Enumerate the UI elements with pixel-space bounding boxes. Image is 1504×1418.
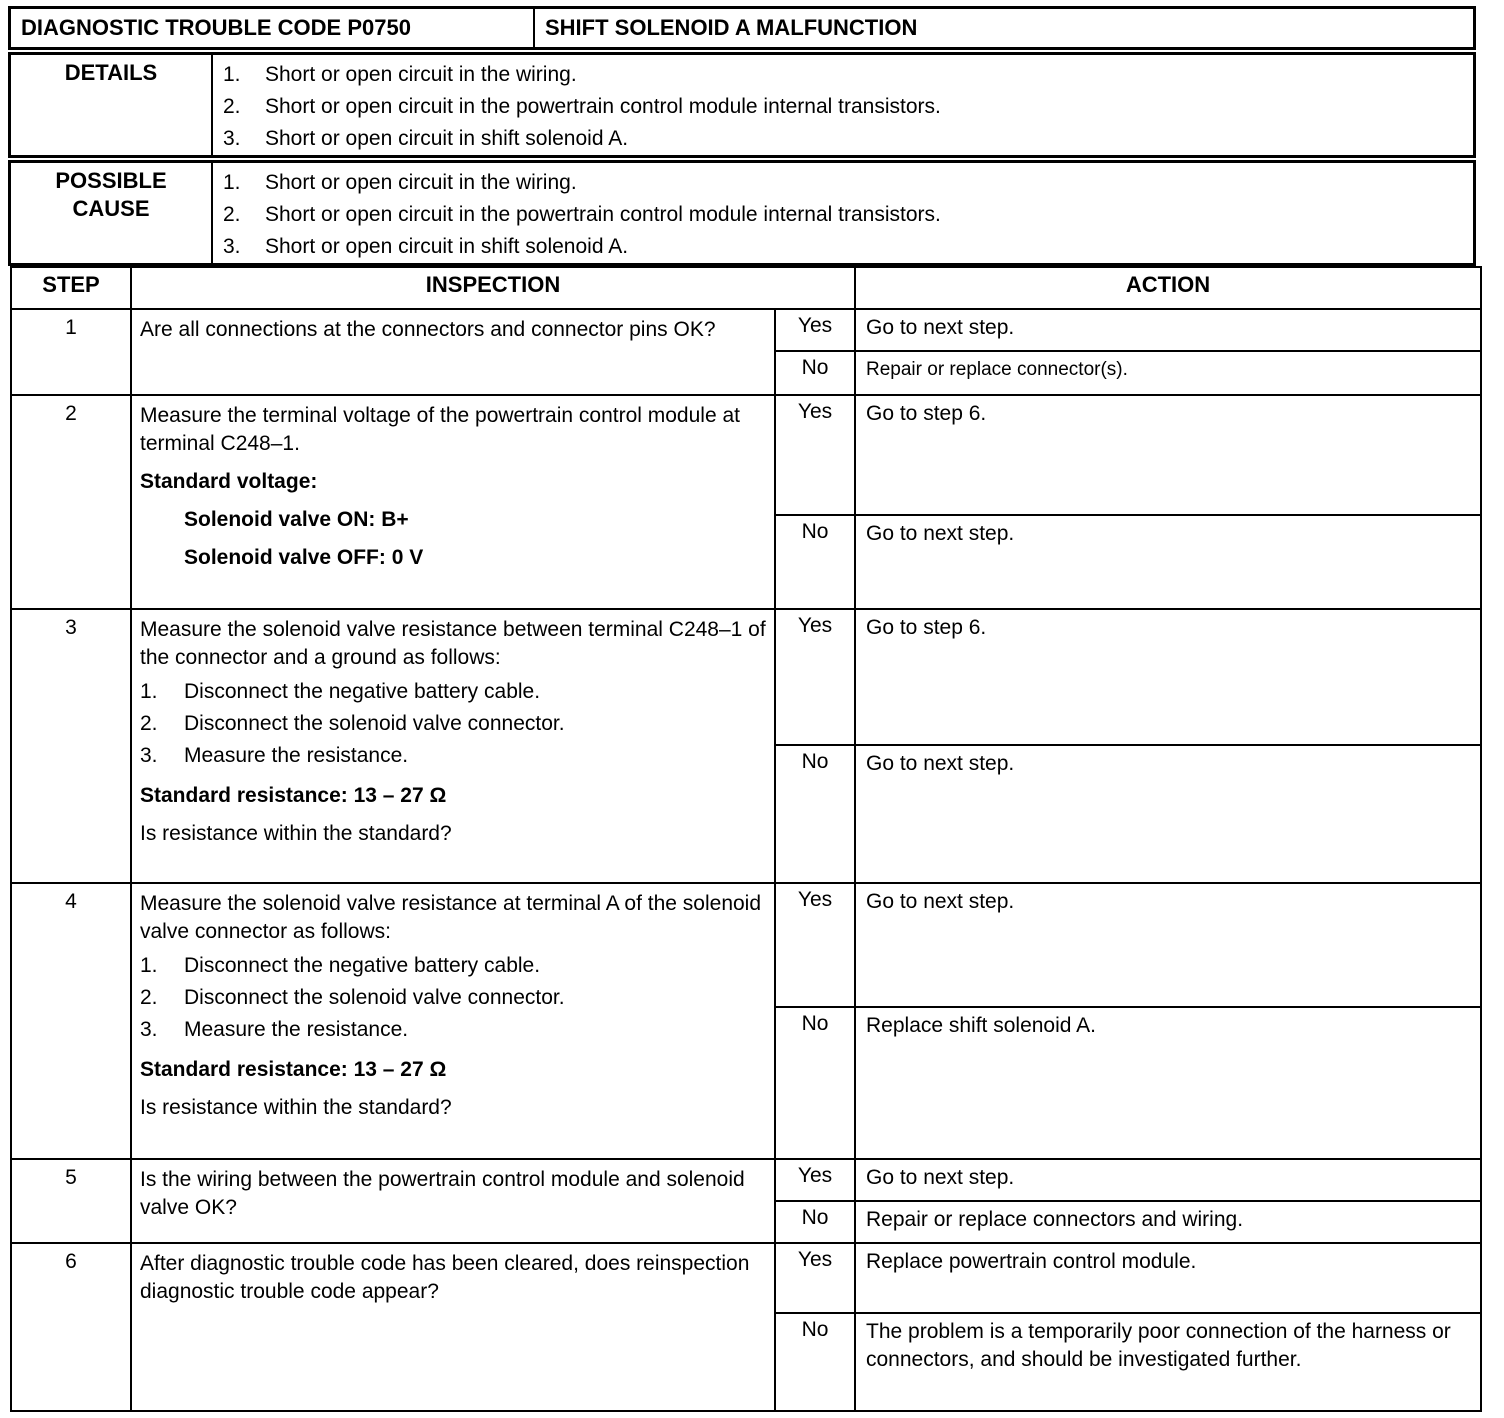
substep-list (140, 676, 766, 772)
substep-number: 1. (140, 954, 158, 977)
item-text: Short or open circuit in the powertrain control module internal transistors. (265, 203, 941, 226)
item-number: 3. (223, 235, 241, 258)
inspection-text: Is the wiring between the powertrain control module and solenoid valve OK? (140, 1168, 745, 1219)
table-row (11, 1159, 1481, 1201)
inspection-text: After diagnostic trouble code has been cleared, does reinspection diagnostic trouble code appear? (140, 1252, 750, 1303)
inspection-cell (131, 309, 775, 395)
step-number: 6 (11, 1243, 131, 1411)
yes-label: Yes (775, 1243, 855, 1313)
no-action: Repair or replace connector(s). (855, 351, 1481, 395)
yes-label: Yes (775, 309, 855, 351)
list-item (140, 982, 766, 1014)
item-text: Short or open circuit in the wiring. (265, 171, 577, 194)
yes-action: Go to step 6. (855, 609, 1481, 745)
substep-number: 3. (140, 1018, 158, 1041)
table-row (11, 883, 1481, 1007)
list-item (223, 199, 1473, 231)
item-text: Short or open circuit in shift solenoid A. (265, 127, 629, 150)
substep-text: Disconnect the negative battery cable. (184, 680, 541, 703)
dtc-title: SHIFT SOLENOID A MALFUNCTION (545, 15, 918, 40)
step-header: STEP (11, 267, 131, 309)
no-label: No (775, 515, 855, 609)
item-text: Short or open circuit in shift solenoid A. (265, 235, 629, 258)
standard-label: Standard resistance: 13 – 27 Ω (140, 1058, 447, 1081)
inspection-question: Is resistance within the standard? (140, 822, 452, 845)
substep-text: Disconnect the solenoid valve connector. (184, 712, 565, 735)
list-item (223, 231, 1473, 263)
inspection-header: INSPECTION (131, 267, 855, 309)
table-row (11, 609, 1481, 745)
step-number: 3 (11, 609, 131, 883)
no-label: No (775, 745, 855, 883)
action-header: ACTION (855, 267, 1481, 309)
no-action: Repair or replace connectors and wiring. (855, 1201, 1481, 1243)
item-text: Short or open circuit in the wiring. (265, 63, 577, 86)
possible-cause-section (8, 160, 1476, 266)
dtc-header (8, 6, 1476, 50)
inspection-text: Are all connections at the connectors and connector pins OK? (140, 318, 716, 341)
substep-text: Disconnect the negative battery cable. (184, 954, 541, 977)
substep-number: 2. (140, 712, 158, 735)
yes-action: Go to next step. (855, 309, 1481, 351)
possible-cause-label-line1: POSSIBLE (55, 168, 167, 193)
no-label: No (775, 351, 855, 395)
substep-number: 2. (140, 986, 158, 1009)
step-number: 1 (11, 309, 131, 395)
details-label: DETAILS (11, 55, 213, 155)
substep-list (140, 950, 766, 1046)
standard-label: Standard resistance: 13 – 27 Ω (140, 784, 447, 807)
standard-label: Standard voltage: (140, 470, 318, 493)
possible-cause-label (11, 163, 213, 263)
list-item (223, 59, 1473, 91)
yes-label: Yes (775, 883, 855, 1007)
no-action: Replace shift solenoid A. (855, 1007, 1481, 1159)
item-number: 2. (223, 95, 241, 118)
list-item (140, 1014, 766, 1046)
inspection-cell (131, 395, 775, 609)
possible-cause-label-line2: CAUSE (72, 196, 150, 221)
inspection-question: Is resistance within the standard? (140, 1096, 452, 1119)
standard-off-value: Solenoid valve OFF: 0 V (184, 546, 424, 569)
yes-label: Yes (775, 395, 855, 515)
no-label: No (775, 1007, 855, 1159)
no-action: The problem is a temporarily poor connection of the harness or connectors, and should be investigated further. (855, 1313, 1481, 1411)
yes-label: Yes (775, 609, 855, 745)
item-number: 1. (223, 171, 241, 194)
table-row (11, 1243, 1481, 1313)
step-number: 4 (11, 883, 131, 1159)
list-item (140, 708, 766, 740)
yes-action: Replace powertrain control module. (855, 1243, 1481, 1313)
yes-action: Go to next step. (855, 883, 1481, 1007)
inspection-cell (131, 1243, 775, 1411)
list-item (140, 676, 766, 708)
standard-on-value: Solenoid valve ON: B+ (184, 508, 409, 531)
list-item (223, 91, 1473, 123)
table-row (11, 395, 1481, 515)
dtc-code: DIAGNOSTIC TROUBLE CODE P0750 (11, 9, 535, 47)
table-header-row (11, 267, 1481, 309)
no-action: Go to next step. (855, 745, 1481, 883)
list-item (223, 123, 1473, 155)
item-text: Short or open circuit in the powertrain control module internal transistors. (265, 95, 941, 118)
inspection-text: Measure the solenoid valve resistance at terminal A of the solenoid valve connector as follows: (140, 892, 762, 943)
substep-text: Measure the resistance. (184, 744, 409, 767)
substep-number: 3. (140, 744, 158, 767)
step-number: 2 (11, 395, 131, 609)
inspection-cell (131, 883, 775, 1159)
details-list (213, 55, 1473, 155)
inspection-text: Measure the terminal voltage of the powertrain control module at terminal C248–1. (140, 404, 740, 455)
no-label: No (775, 1313, 855, 1411)
yes-action: Go to step 6. (855, 395, 1481, 515)
list-item (140, 740, 766, 772)
possible-cause-list (213, 163, 1473, 263)
yes-label: Yes (775, 1159, 855, 1201)
details-section (8, 52, 1476, 158)
inspection-cell (131, 609, 775, 883)
yes-action: Go to next step. (855, 1159, 1481, 1201)
item-number: 2. (223, 203, 241, 226)
list-item (223, 167, 1473, 199)
table-row (11, 309, 1481, 351)
substep-text: Measure the resistance. (184, 1018, 409, 1041)
substep-text: Disconnect the solenoid valve connector. (184, 986, 565, 1009)
no-action: Go to next step. (855, 515, 1481, 609)
inspection-text: Measure the solenoid valve resistance between terminal C248–1 of the connector and a ground as follows: (140, 618, 766, 669)
substep-number: 1. (140, 680, 158, 703)
step-number: 5 (11, 1159, 131, 1243)
item-number: 1. (223, 63, 241, 86)
no-label: No (775, 1201, 855, 1243)
item-number: 3. (223, 127, 241, 150)
inspection-cell (131, 1159, 775, 1243)
inspection-table (10, 266, 1482, 1412)
list-item (140, 950, 766, 982)
